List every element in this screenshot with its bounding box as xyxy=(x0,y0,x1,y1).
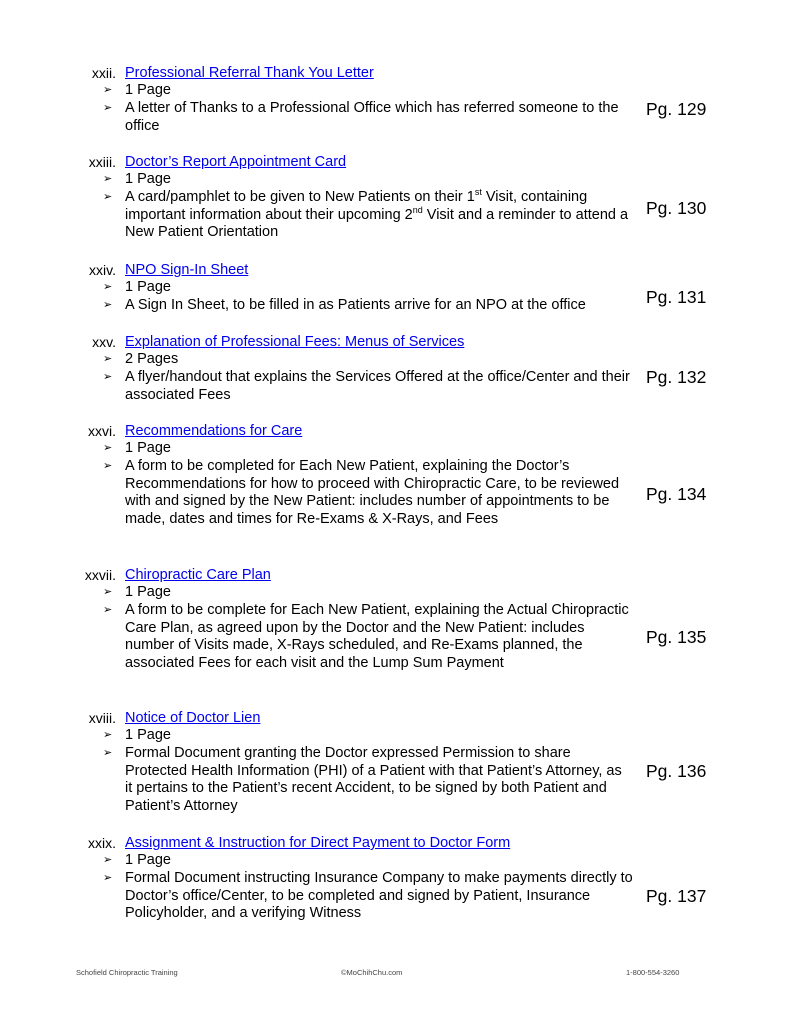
entry-title-link[interactable]: Assignment & Instruction for Direct Payment to Doctor Form xyxy=(125,835,511,851)
arrow-bullet-icon: ➢ xyxy=(103,871,113,884)
arrow-bullet-icon: ➢ xyxy=(103,84,113,96)
entry-bullets xyxy=(103,279,633,315)
entry-bullets xyxy=(103,852,633,923)
arrow-bullet-icon: ➢ xyxy=(103,459,113,472)
arrow-bullet-icon: ➢ xyxy=(103,729,113,741)
entry-title-link[interactable]: Recommendations for Care xyxy=(125,423,303,439)
list-item: ➢ 1 Page xyxy=(103,440,171,456)
list-item: ➢ 1 Page xyxy=(103,171,171,187)
page-reference: Pg. 130 xyxy=(646,198,707,218)
list-item: ➢ 2 Pages xyxy=(103,351,179,367)
entry-numeral: xxii. xyxy=(91,65,116,81)
arrow-bullet-icon: ➢ xyxy=(103,281,113,293)
page-reference: Pg. 134 xyxy=(646,484,707,504)
list-item: ➢ Formal Document instructing Insurance Company to make payments directly to Doctor’s office/Center, to be completed and signed by Patient, Insurance Policyholder, and a verifying Witness xyxy=(103,869,633,922)
list-item: ➢ 1 Page xyxy=(103,727,171,743)
list-item: ➢ A form to be completed for Each New Patient, explaining the Doctor’s Recommendations for how to proceed with Chiropractic Care, to be reviewed with and signed by the New Patient: includes number of appointments to be made, dates and times for Re-Exams & X-Rays, and Fees xyxy=(103,457,620,528)
entry-bullets xyxy=(103,584,633,673)
list-item: ➢ A flyer/handout that explains the Services Offered at the office/Center and their associated Fees xyxy=(103,368,630,403)
arrow-bullet-icon: ➢ xyxy=(103,298,113,311)
arrow-bullet-icon: ➢ xyxy=(103,854,113,866)
entry-numeral: xviii. xyxy=(88,710,116,726)
footer-right: 1-800-554-3260 xyxy=(626,968,680,977)
entry-numeral: xxvii. xyxy=(84,567,116,583)
list-item: ➢ A Sign In Sheet, to be filled in as Patients arrive for an NPO at the office xyxy=(103,296,586,313)
page-reference: Pg. 136 xyxy=(646,761,707,781)
page-reference: Pg. 132 xyxy=(646,367,707,387)
arrow-bullet-icon: ➢ xyxy=(103,101,113,114)
page-reference: Pg. 131 xyxy=(646,287,707,307)
entry-numeral: xxvi. xyxy=(88,423,116,439)
entry-numeral: xxiv. xyxy=(89,262,116,278)
page-reference: Pg. 137 xyxy=(646,886,707,906)
entry-bullets xyxy=(103,727,633,816)
entry-title-link[interactable]: Doctor’s Report Appointment Card xyxy=(125,154,347,170)
entry-title-link[interactable]: Professional Referral Thank You Letter xyxy=(125,65,374,81)
page-reference: Pg. 135 xyxy=(646,627,707,647)
arrow-bullet-icon: ➢ xyxy=(103,190,113,203)
arrow-bullet-icon: ➢ xyxy=(103,173,113,185)
entry-numeral: xxix. xyxy=(88,835,116,851)
entry-title-link[interactable]: Explanation of Professional Fees: Menus of Services xyxy=(125,334,465,350)
footer-left: Schofield Chiropractic Training xyxy=(76,968,178,977)
entry-bullets xyxy=(103,82,633,135)
list-item: ➢ Formal Document granting the Doctor expressed Permission to share Protected Health Information (PHI) of a Patient with that Patient’s Attorney, as it pertains to the Patient’s recent Accident, to be signed by both Patient and Patient’s Attorney xyxy=(103,744,622,815)
entry-bullets xyxy=(103,171,633,242)
list-item: ➢ 1 Page xyxy=(103,852,171,868)
list-item: ➢ 1 Page xyxy=(103,279,171,295)
entry-numeral: xxv. xyxy=(92,334,116,350)
entry-bullets xyxy=(103,440,633,529)
list-item: ➢ A letter of Thanks to a Professional Office which has referred someone to the office xyxy=(103,99,619,134)
arrow-bullet-icon: ➢ xyxy=(103,586,113,598)
entry-title-link[interactable]: NPO Sign-In Sheet xyxy=(125,262,249,278)
arrow-bullet-icon: ➢ xyxy=(103,603,113,616)
entry-title-link[interactable]: Chiropractic Care Plan xyxy=(125,567,271,583)
list-item: ➢ 1 Page xyxy=(103,82,171,98)
arrow-bullet-icon: ➢ xyxy=(103,746,113,759)
entry-numeral: xxiii. xyxy=(88,154,116,170)
page-reference: Pg. 129 xyxy=(646,99,707,119)
arrow-bullet-icon: ➢ xyxy=(103,370,113,383)
entry-title-link[interactable]: Notice of Doctor Lien xyxy=(125,710,261,726)
entry-bullets xyxy=(103,351,633,404)
list-item: ➢ 1 Page xyxy=(103,584,171,600)
list-item: ➢ A form to be complete for Each New Patient, explaining the Actual Chiropractic Care Plan, as agreed upon by the Doctor and the New Patient: includes number of Visits made, X-Rays scheduled, and Re-Exams planned, the associated Fees for each visit and the Lump Sum Payment xyxy=(103,601,629,672)
arrow-bullet-icon: ➢ xyxy=(103,353,113,365)
list-item: ➢ A card/pamphlet to be given to New Patients on their 1st Visit, containing important information about their upcoming 2nd Visit and a reminder to attend a New Patient Orientation xyxy=(103,186,629,241)
arrow-bullet-icon: ➢ xyxy=(103,442,113,454)
footer-center: ©MoChihChu.com xyxy=(341,968,403,977)
